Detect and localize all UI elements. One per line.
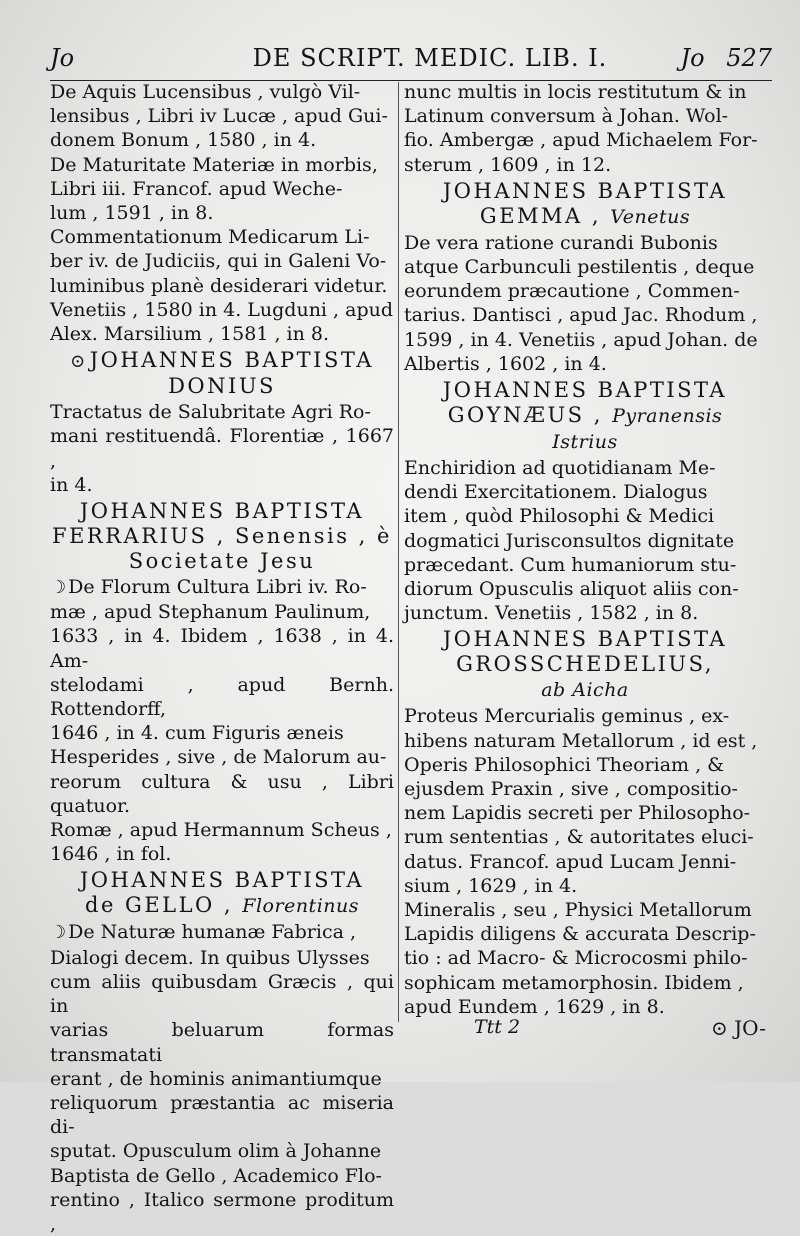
entry-paragraph: De Maturitate Materiæ in morbis, Libri iii. Francof. apud Weche- lum , 1591 , in 8.	[50, 153, 378, 225]
entry-paragraph	[50, 575, 394, 745]
signature-mark: Ttt 2	[474, 1016, 521, 1038]
author-origin: ab Aicha	[541, 679, 629, 702]
sun-symbol-icon: ⊙	[70, 351, 88, 373]
author-heading	[404, 627, 766, 703]
entry-paragraph	[50, 920, 394, 1236]
moon-symbol-icon: ☽	[50, 922, 67, 944]
author-name-line2: GOYNÆUS ,	[447, 403, 603, 428]
author-name-line2: GROSSCHEDELIUS,	[456, 652, 714, 677]
entry-paragraph: Enchiridion ad quotidianam Me- dendi Exercitationem. Dialogus item , quòd Philosophi & Medici dogmatici Jurisconsultos dignitate præcedant. Cum humaniorum stu- diorum Opusculis aliquot aliis con- junctum. Venetiis , 1582 , in 8.	[404, 457, 739, 625]
author-name: JOHANNES BAPTISTA DONIUS	[89, 348, 374, 399]
entry-paragraph: De Aquis Lucensibus , vulgò Vil- lensibus , Libri iv Lucæ , apud Gui- donem Bonum , 1580 , in 4.	[50, 81, 388, 152]
right-column	[404, 80, 766, 1019]
entry-text: De Florum Cultura Libri iv. Ro- mæ , apud Stephanum Paulinum, 1633 , in 4. Ibidem , 1638 , in 4. Am- stelodami , apud Bernh. Rottendorff, 1646 , in 4. cum Figuris æneis	[50, 576, 394, 745]
author-origin: Venetus	[610, 205, 691, 228]
author-name-line2: de GELLO ,	[85, 893, 234, 918]
header-right-word: Jo	[680, 44, 705, 72]
catchword: ⊙ JO-	[710, 1016, 766, 1040]
author-name: JOHANNES BAPTISTA	[442, 378, 728, 403]
entry-paragraph: nunc multis in locis restitutum & in Latinum conversum à Johan. Wol- fio. Ambergæ , apud Michaelem For- sterum , 1609 , in 12.	[404, 81, 758, 176]
author-heading	[50, 868, 394, 919]
entry-paragraph: Commentationum Medicarum Li- ber iv. de Judiciis, qui in Galeni Vo- luminibus planè desiderari videtur. Venetiis , 1580 in 4. Lugduni , apud Alex. Marsilium , 1581 , in 8.	[50, 226, 394, 346]
author-heading	[404, 378, 766, 455]
author-heading	[404, 179, 766, 230]
page-footer	[404, 1016, 766, 1046]
author-name: JOHANNES BAPTISTA	[442, 627, 728, 652]
author-heading: JOHANNES BAPTISTA FERRARIUS , Senensis , è Societate Jesu	[52, 499, 392, 574]
author-origin: Florentinus	[242, 895, 359, 918]
entry-paragraph: Mineralis , seu , Physici Metallorum Lapidis diligens & accurata Descrip- tio : ad Macro- & Microcosmi philo- sophicam metamorphosin. Ibidem , apud Eundem , 1629 , in 8.	[404, 899, 756, 1018]
entry-paragraph: Proteus Mercurialis geminus , ex- hibens naturam Metallorum , id est , Operis Philosophici Theoriam , & ejusdem Praxin , sive , compositio- nem Lapidis secreti per Philosopho- rum sententias , & autoritates eluci- datus. Francof. apud Lucam Jenni- sium , 1629 , in 4.	[404, 705, 758, 897]
page-number: 527	[726, 44, 772, 72]
author-heading	[50, 348, 394, 399]
author-name-line2: GEMMA ,	[479, 203, 602, 228]
header-left-word: Jo	[50, 44, 75, 72]
entry-text: De Naturæ humanæ Fabrica , Dialogi decem. In quibus Ulysses cum aliis quibusdam Græcis , qui in varias beluarum formas transmatati erant , de hominis animantiumque reliquorum præstantia ac miseria di- sputat. Opusculum olim à Johanne Baptista de Gello , Academico Flo- rentino , Italico sermone proditum ,	[50, 921, 394, 1235]
column-divider	[398, 82, 399, 1022]
author-name: JOHANNES BAPTISTA	[79, 868, 365, 893]
entry-paragraph: De vera ratione curandi Bubonis atque Carbunculi pestilentis , deque eorundem præcautione , Commen- tarius. Dantisci , apud Jac. Rhodum , 1599 , in 4. Venetiis , apud Johan. de Albertis , 1602 , in 4.	[404, 231, 758, 375]
entry-paragraph: Hesperides , sive , de Malorum au- reorum cultura & usu , Libri quatuor. Romæ , apud Hermannum Scheus , 1646 , in fol.	[50, 746, 394, 866]
entry-paragraph: Tractatus de Salubritate Agri Ro- mani restituendâ. Florentiæ , 1667 , in 4.	[50, 401, 394, 496]
author-origin: Pyranensis Istrius	[552, 405, 723, 454]
header-title: DE SCRIPT. MEDIC. LIB. I.	[252, 44, 608, 72]
header-right	[666, 44, 772, 72]
moon-symbol-icon: ☽	[50, 577, 67, 599]
left-column	[50, 80, 394, 1236]
running-header	[50, 44, 772, 81]
author-name: JOHANNES BAPTISTA	[442, 178, 728, 203]
